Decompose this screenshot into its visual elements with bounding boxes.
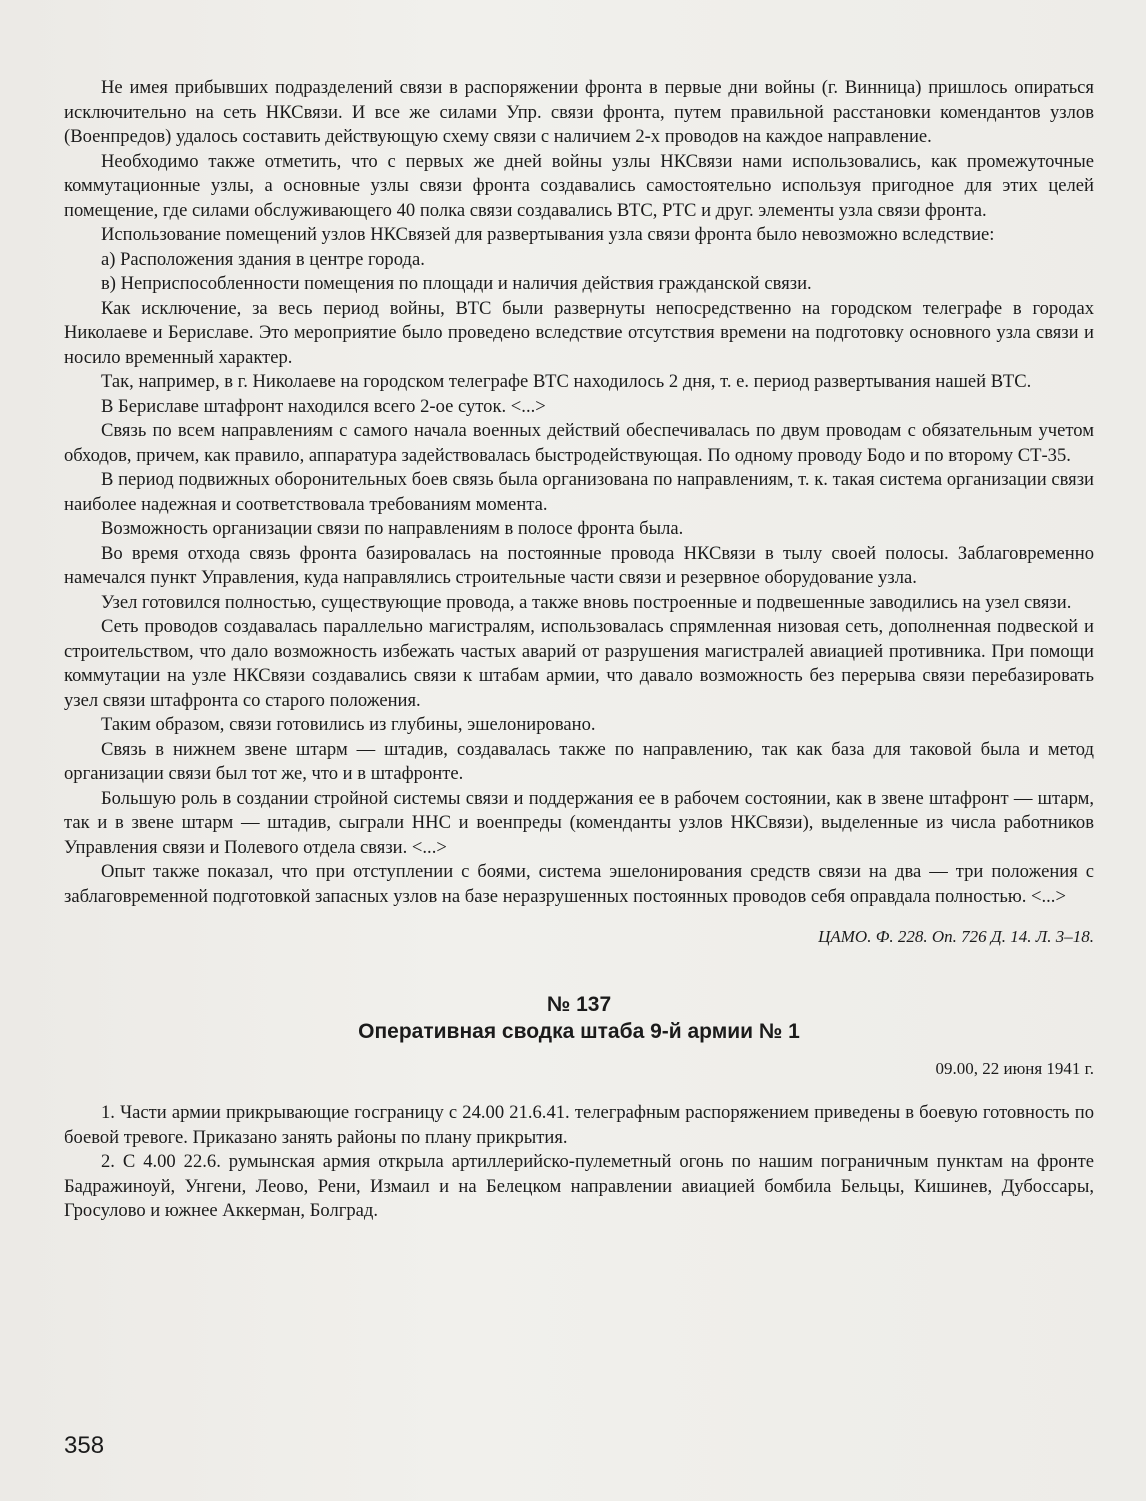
- paragraph: Связь по всем направлениям с самого начала военных действий обеспечивалась по двум проводам с обязательным учетом обходов, причем, как правило, аппаратура задействовалась быстродействующая. По одному проводу Бодо и по второму СТ-35.: [64, 420, 1094, 466]
- paragraph: В период подвижных оборонительных боев связь была организована по направлениям, т. к. такая система организации связи наиболее надежная и соответствовала требованиям момента.: [64, 469, 1094, 515]
- paragraph: Таким образом, связи готовились из глубины, эшелонировано.: [101, 714, 596, 735]
- document-datetime: 09.00, 22 июня 1941 г.: [935, 1059, 1094, 1078]
- paragraph: Узел готовился полностью, существующие провода, а также вновь построенные и подвешенные заводились на узел связи.: [101, 591, 1072, 613]
- paragraph: В Бериславе штафронт находился всего 2-ое суток. <...>: [101, 395, 546, 417]
- paragraph: Во время отхода связь фронта базировалась на постоянные провода НКСвязи в тылу своей полосы. Заблаговременно намечался пункт Управления, куда направлялись строительные части связи и резервное оборудование узла.: [64, 542, 1094, 588]
- paragraph: Связь в нижнем звене штарм — штадив, создавалась также по направлению, так как база для таковой была и метод организации связи был тот же, что и в штафронте.: [64, 738, 1094, 784]
- paragraph: Использование помещений узлов НКСвязей для развертывания узла связи фронта было невозможно вследствие:: [101, 224, 995, 245]
- paragraph: в) Неприспособленности помещения по площади и наличия действия гражданской связи.: [101, 273, 812, 294]
- paragraph: Как исключение, за весь период войны, ВТС были развернуты непосредственно на городском телеграфе в городах Николаеве и Бериславе. Это мероприятие было проведено вследствие отсутствия времени на подготовку основного узла связи и носило временный характер.: [64, 297, 1094, 368]
- main-text: [64, 76, 1094, 1224]
- paragraph: Необходимо также отметить, что с первых же дней войны узлы НКСвязи нами использовались, как промежуточные коммутационные узлы, а основные узлы связи фронта создавались самостоятельно используя пригодное для этих целей помещение, где силами обслуживающего 40 полка связи создавались ВТС, РТС и друг. элементы узла связи фронта.: [64, 150, 1094, 221]
- paragraph: Так, например, в г. Николаеве на городском телеграфе ВТС находилось 2 дня, т. е. период развертывания нашей ВТС.: [101, 371, 1032, 392]
- archive-source-reference: ЦАМО. Ф. 228. Оп. 726 Д. 14. Л. 3–18.: [818, 927, 1094, 946]
- paragraph: а) Расположения здания в центре города.: [101, 248, 425, 270]
- paragraph: Опыт также показал, что при отступлении с боями, система эшелонирования средств связи на два — три положения с заблаговременной подготовкой запасных узлов на базе неразрушенных постоянных проводов себя оправдала полностью. <...>: [64, 861, 1094, 907]
- document-title: Оперативная сводка штаба 9-й армии № 1: [358, 1020, 800, 1043]
- paragraph: Не имея прибывших подразделений связи в распоряжении фронта в первые дни войны (г. Винница) пришлось опираться исключительно на сеть НКСвязи. И все же силами Упр. связи фронта, путем правильной расстановки комендантов узлов (Военпредов) удалось составить действующую схему связи с наличием 2-х проводов на каждое направление.: [64, 77, 1094, 147]
- paragraph: Возможность организации связи по направлениям в полосе фронта была.: [101, 518, 684, 539]
- page-number: 358: [64, 1432, 105, 1459]
- document-paragraph: 1. Части армии прикрывающие госграницу с 24.00 21.6.41. телеграфным распоряжением приведены в боевую готовность по боевой тревоге. Приказано занять районы по плану прикрытия.: [64, 1102, 1094, 1148]
- document-number: № 137: [546, 993, 612, 1016]
- document-paragraph: 2. С 4.00 22.6. румынская армия открыла артиллерийско-пулеметный огонь по нашим пограничным пунктам на фронте Бадражиноуй, Унгени, Леово, Рени, Измаил и на Белецком направлении авиацией бомбила Бельцы, Кишинев, Дубоссары, Гросулово и южнее Аккерман, Болград.: [64, 1151, 1094, 1221]
- paragraph: Сеть проводов создавалась параллельно магистралям, использовалась спрямленная низовая сеть, дополненная подвеской и строительством, что дало возможность избежать частых аварий от разрушения магистралей авиацией противника. При помощи коммутации на узле НКСвязи создавались связи к штабам армии, что давало возможность без перерыва связи перебазировать узел связи штафронта со старого положения.: [64, 616, 1094, 711]
- paragraph: Большую роль в создании стройной системы связи и поддержания ее в рабочем состоянии, как в звене штафронт — штарм, так и в звене штарм — штадив, сыграли ННС и военпреды (коменданты узлов НКСвязи), выделенные из числа работников Управления связи и Полевого отдела связи. <...>: [64, 787, 1094, 858]
